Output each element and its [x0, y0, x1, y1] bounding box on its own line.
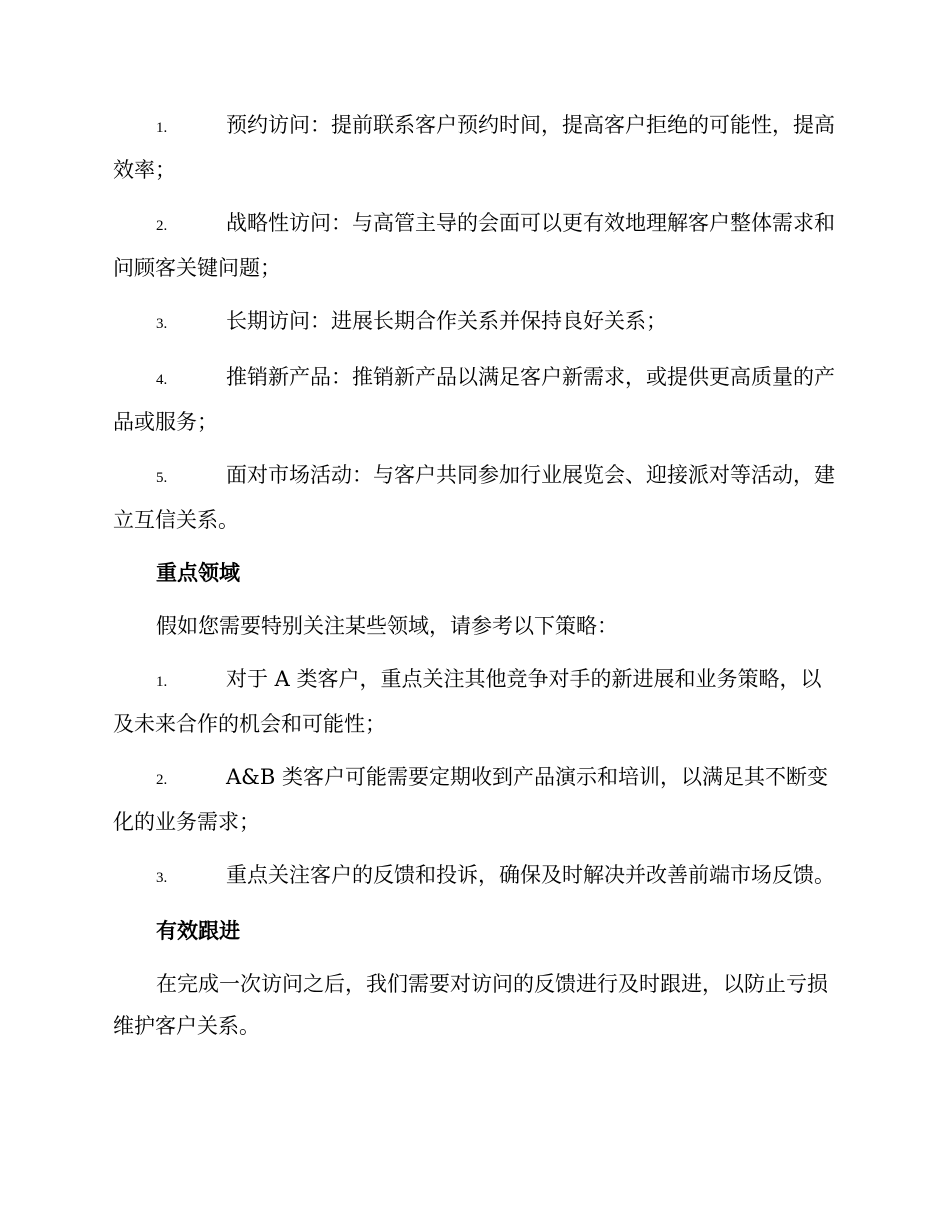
list-item: [113, 854, 840, 899]
list-text: A&B 类客户可能需要定期收到产品演示和培训，以满足其不断变化的业务需求；: [113, 765, 828, 834]
section-intro: 假如您需要特别关注某些领域，请参考以下策略：: [156, 614, 618, 638]
list-item: [113, 202, 840, 289]
list-text: 推销新产品：推销新产品以满足客户新需求，或提供更高质量的产品或服务；: [113, 365, 835, 434]
list-number: 2.: [156, 218, 168, 234]
list-text: 对于 A 类客户，重点关注其他竞争对手的新进展和业务策略，以及未来合作的机会和可能性；: [113, 667, 822, 736]
list-item: [113, 356, 840, 443]
list-item: [113, 300, 840, 345]
section-heading-focus-areas: 重点领域: [156, 560, 240, 585]
list-text: 预约访问：提前联系客户预约时间，提高客户拒绝的可能性，提高效率；: [113, 113, 835, 182]
list-number: 3.: [156, 316, 168, 332]
list-text: 重点关注客户的反馈和投诉，确保及时解决并改善前端市场反馈。: [226, 863, 835, 887]
list-item: [113, 658, 840, 745]
list-number: 2.: [156, 772, 168, 788]
list-number: 4.: [156, 372, 168, 388]
list-number: 3.: [156, 870, 168, 886]
list-text: 战略性访问：与高管主导的会面可以更有效地理解客户整体需求和问顾客关键问题；: [113, 211, 835, 280]
section-paragraph: 在完成一次访问之后，我们需要对访问的反馈进行及时跟进，以防止亏损维护客户关系。: [113, 972, 828, 1038]
list-number: 1.: [156, 674, 168, 690]
list-item: [113, 454, 840, 541]
document-page: [113, 104, 840, 1058]
list-text: 长期访问：进展长期合作关系并保持良好关系；: [226, 309, 667, 333]
section-heading-follow-up: 有效跟进: [156, 918, 240, 943]
list-text: 面对市场活动：与客户共同参加行业展览会、迎接派对等活动，建立互信关系。: [113, 463, 835, 532]
list-number: 5.: [156, 470, 168, 486]
list-number: 1.: [156, 120, 168, 136]
list-item: [113, 104, 840, 191]
list-item: [113, 756, 840, 843]
